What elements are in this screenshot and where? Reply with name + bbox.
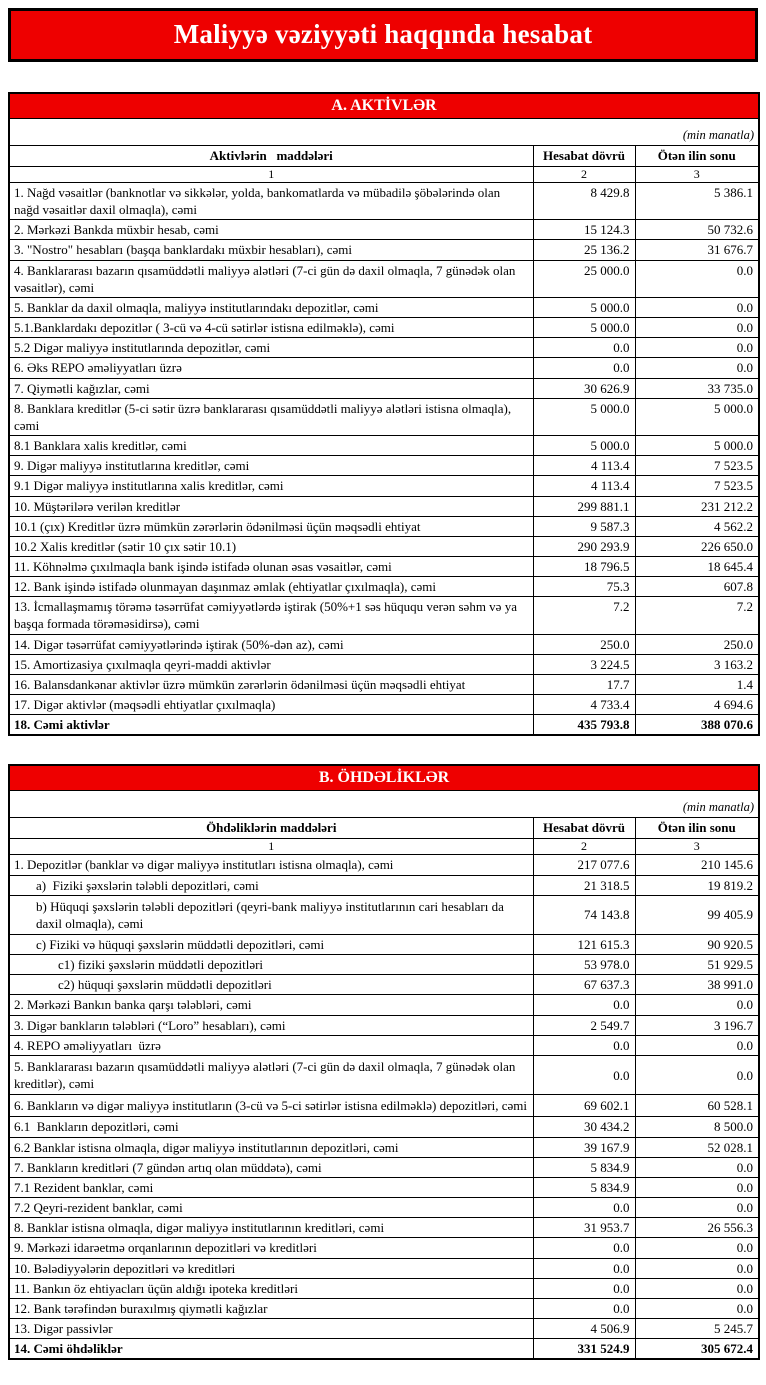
unit-note-row [9,128,759,146]
value-previous-year: 305 672.4 [635,1339,759,1360]
value-current-period: 18 796.5 [533,556,635,576]
row-label: 8. Banklara kreditlər (5-ci sətir üzrə banklararası qısamüddətli maliyyə alətləri istisna olmaqla), cəmi [9,398,533,435]
table-row [9,536,759,556]
column-number: 2 [533,839,635,855]
value-previous-year: 0.0 [635,1177,759,1197]
column-header-row [9,818,759,839]
column-header-row [9,146,759,167]
previous-year-column-header: Ötən ilin sonu [635,818,759,839]
value-previous-year: 99 405.9 [635,895,759,934]
row-label: 2. Mərkəzi Bankda müxbir hesab, cəmi [9,220,533,240]
value-current-period: 5 834.9 [533,1177,635,1197]
value-previous-year: 5 386.1 [635,183,759,220]
row-label: 10.2 Xalis kreditlər (sətir 10 çıx sətir 10.1) [9,536,533,556]
table-row [9,634,759,654]
value-current-period: 121 615.3 [533,935,635,955]
value-previous-year: 60 528.1 [635,1095,759,1117]
table-row [9,1298,759,1318]
table-row [9,955,759,975]
value-previous-year: 5 000.0 [635,398,759,435]
value-current-period: 4 113.4 [533,456,635,476]
row-label: 11. Bankın öz ehtiyacları üçün aldığı ipoteka kreditləri [9,1278,533,1298]
value-current-period: 74 143.8 [533,895,635,934]
value-previous-year: 388 070.6 [635,715,759,736]
table-row [9,995,759,1015]
row-label: 7. Qiymətli kağızlar, cəmi [9,378,533,398]
value-current-period: 331 524.9 [533,1339,635,1360]
value-current-period: 21 318.5 [533,875,635,895]
value-current-period: 25 136.2 [533,240,635,260]
row-label: 3. Digər bankların tələbləri (“Loro” hesabları), cəmi [9,1015,533,1035]
table-row [9,183,759,220]
row-label: 8. Banklar istisna olmaqla, digər maliyyə institutlarının kreditləri, cəmi [9,1218,533,1238]
row-label: c1) fiziki şəxslərin müddətli depozitləri [9,955,533,975]
table-row [9,496,759,516]
table-row [9,855,759,875]
table-row [9,260,759,297]
table-row [9,1177,759,1197]
column-number: 3 [635,839,759,855]
column-number: 1 [9,167,533,183]
value-current-period: 3 224.5 [533,654,635,674]
table-row [9,456,759,476]
spacer-cell [9,119,759,129]
value-previous-year: 50 732.6 [635,220,759,240]
value-current-period: 299 881.1 [533,496,635,516]
table-row [9,577,759,597]
value-current-period: 0.0 [533,1238,635,1258]
table-row [9,1258,759,1278]
value-previous-year: 90 920.5 [635,935,759,955]
row-label: 12. Bank tərəfindən buraxılmış qiymətli kağızlar [9,1298,533,1318]
row-label: 3. "Nostro" hesabları (başqa banklardakı müxbir hesabları), cəmi [9,240,533,260]
value-current-period: 5 000.0 [533,297,635,317]
value-current-period: 435 793.8 [533,715,635,736]
value-previous-year: 18 645.4 [635,556,759,576]
row-label: a) Fiziki şəxslərin tələbli depozitləri, cəmi [9,875,533,895]
value-current-period: 69 602.1 [533,1095,635,1117]
row-label: 17. Digər aktivlər (məqsədli ehtiyatlar çıxılmaqla) [9,695,533,715]
items-column-header: Aktivlərin maddələri [9,146,533,167]
row-label: 16. Balansdankənar aktivlər üzrə mümkün zərərlərin ödənilməsi üçün məqsədli ehtiyat [9,674,533,694]
value-current-period: 9 587.3 [533,516,635,536]
value-previous-year: 38 991.0 [635,975,759,995]
table-row [9,220,759,240]
value-current-period: 39 167.9 [533,1137,635,1157]
assets-table-body [9,183,759,736]
row-label: 9.1 Digər maliyyə institutlarına xalis kreditlər, cəmi [9,476,533,496]
liabilities-table-body [9,855,759,1359]
value-previous-year: 0.0 [635,1278,759,1298]
table-row [9,556,759,576]
table-row [9,398,759,435]
table-row [9,338,759,358]
table-row [9,1157,759,1177]
value-current-period: 0.0 [533,338,635,358]
table-row [9,674,759,694]
table-row [9,597,759,634]
section-header-row [9,93,759,119]
previous-year-column-header: Ötən ilin sonu [635,146,759,167]
row-label: 4. Banklararası bazarın qısamüddətli maliyyə alətləri (7-ci gün də daxil olmaqla, 7 günədək olan vəsaitlər), cəmi [9,260,533,297]
value-previous-year: 0.0 [635,318,759,338]
value-previous-year: 0.0 [635,1035,759,1055]
value-previous-year: 51 929.5 [635,955,759,975]
value-current-period: 53 978.0 [533,955,635,975]
value-previous-year: 52 028.1 [635,1137,759,1157]
value-current-period: 0.0 [533,1198,635,1218]
value-previous-year: 7.2 [635,597,759,634]
table-row [9,1095,759,1117]
table-row [9,1198,759,1218]
value-previous-year: 5 000.0 [635,436,759,456]
value-previous-year: 7 523.5 [635,476,759,496]
liabilities-table-head [9,765,759,855]
value-current-period: 30 626.9 [533,378,635,398]
value-current-period: 75.3 [533,577,635,597]
value-previous-year: 33 735.0 [635,378,759,398]
row-label: 9. Mərkəzi idarəetmə orqanlarının depozitləri və kreditləri [9,1238,533,1258]
value-current-period: 0.0 [533,358,635,378]
items-column-header: Öhdəliklərin maddələri [9,818,533,839]
table-row [9,654,759,674]
table-row [9,1218,759,1238]
table-row [9,358,759,378]
row-label: 12. Bank işində istifadə olunmayan daşınmaz əmlak (ehtiyatlar çıxılmaqla), cəmi [9,577,533,597]
row-label: 10.1 (çıx) Kreditlər üzrə mümkün zərərlərin ödənilməsi üçün məqsədli ehtiyat [9,516,533,536]
column-number: 3 [635,167,759,183]
unit-note: (min manatla) [682,800,754,815]
value-current-period: 2 549.7 [533,1015,635,1035]
table-row [9,476,759,496]
section-header-row [9,765,759,791]
value-previous-year: 0.0 [635,1238,759,1258]
current-period-column-header: Hesabat dövrü [533,818,635,839]
table-row [9,895,759,934]
value-previous-year: 26 556.3 [635,1218,759,1238]
row-label: 6. Əks REPO əməliyyatları üzrə [9,358,533,378]
value-current-period: 17.7 [533,674,635,694]
row-label: 9. Digər maliyyə institutlarına kreditlər, cəmi [9,456,533,476]
value-current-period: 217 077.6 [533,855,635,875]
value-previous-year: 0.0 [635,1258,759,1278]
row-label: 14. Digər təsərrüfat cəmiyyətlərində iştirak (50%-dən az), cəmi [9,634,533,654]
row-label: 6. Bankların və digər maliyyə institutların (3-cü və 5-ci sətirlər istisna edilməklə) depozitləri, cəmi [9,1095,533,1117]
value-current-period: 0.0 [533,995,635,1015]
row-label: 18. Cəmi aktivlər [9,715,533,736]
value-previous-year: 31 676.7 [635,240,759,260]
spacer-row [9,119,759,129]
table-row [9,1137,759,1157]
row-label: 5. Banklar da daxil olmaqla, maliyyə institutlarındakı depozitlər, cəmi [9,297,533,317]
table-row [9,1055,759,1094]
row-label: 1. Nağd vəsaitlər (banknotlar və sikkələr, yolda, bankomatlarda və mübadilə şöbələrində olan nağd vəsaitlər daxil olmaqla), cəmi [9,183,533,220]
table-row [9,695,759,715]
value-previous-year: 4 562.2 [635,516,759,536]
value-previous-year: 19 819.2 [635,875,759,895]
row-label: c2) hüquqi şəxslərin müddətli depozitləri [9,975,533,995]
value-previous-year: 0.0 [635,1298,759,1318]
value-current-period: 290 293.9 [533,536,635,556]
unit-note-row [9,800,759,818]
table-row [9,715,759,736]
value-previous-year: 0.0 [635,297,759,317]
row-label: 5.2 Digər maliyyə institutlarında depozitlər, cəmi [9,338,533,358]
table-row [9,516,759,536]
value-current-period: 0.0 [533,1055,635,1094]
value-current-period: 30 434.2 [533,1117,635,1137]
table-row [9,1035,759,1055]
value-current-period: 0.0 [533,1278,635,1298]
value-previous-year: 0.0 [635,1055,759,1094]
unit-note: (min manatla) [682,128,755,142]
table-row [9,297,759,317]
row-label: 7.1 Rezident banklar, cəmi [9,1177,533,1197]
value-previous-year: 3 163.2 [635,654,759,674]
assets-table [8,92,760,736]
value-current-period: 67 637.3 [533,975,635,995]
row-label: 11. Köhnəlmə çıxılmaqla bank işində istifadə olunan əsas vəsaitlər, cəmi [9,556,533,576]
value-current-period: 5 000.0 [533,318,635,338]
table-row [9,875,759,895]
value-current-period: 7.2 [533,597,635,634]
assets-section-title: A. AKTİVLƏR [9,93,759,119]
row-label: 5. Banklararası bazarın qısamüddətli maliyyə alətləri (7-ci gün də daxil olmaqla, 7 günədək olan kreditlər), cəmi [9,1055,533,1094]
value-previous-year: 5 245.7 [635,1318,759,1338]
value-previous-year: 3 196.7 [635,1015,759,1035]
value-current-period: 25 000.0 [533,260,635,297]
spacer-row [9,791,759,801]
table-row [9,1238,759,1258]
table-row [9,975,759,995]
row-label: 13. Digər passivlər [9,1318,533,1338]
row-label: 6.2 Banklar istisna olmaqla, digər maliyyə institutlarının depozitləri, cəmi [9,1137,533,1157]
value-current-period: 0.0 [533,1258,635,1278]
table-row [9,436,759,456]
value-previous-year: 4 694.6 [635,695,759,715]
row-label: 8.1 Banklara xalis kreditlər, cəmi [9,436,533,456]
value-current-period: 5 000.0 [533,398,635,435]
current-period-column-header: Hesabat dövrü [533,146,635,167]
row-label: 7.2 Qeyri-rezident banklar, cəmi [9,1198,533,1218]
value-current-period: 4 506.9 [533,1318,635,1338]
value-previous-year: 250.0 [635,634,759,654]
table-row [9,1339,759,1360]
value-current-period: 8 429.8 [533,183,635,220]
value-previous-year: 231 212.2 [635,496,759,516]
value-current-period: 5 834.9 [533,1157,635,1177]
value-current-period: 4 113.4 [533,476,635,496]
column-number-row [9,839,759,855]
report-title: Maliyyə vəziyyəti haqqında hesabat [8,8,758,62]
row-label: 6.1 Bankların depozitləri, cəmi [9,1117,533,1137]
value-current-period: 31 953.7 [533,1218,635,1238]
value-previous-year: 0.0 [635,995,759,1015]
value-previous-year: 607.8 [635,577,759,597]
row-label: 10. Müştərilərə verilən kreditlər [9,496,533,516]
liabilities-table [8,764,760,1360]
value-current-period: 250.0 [533,634,635,654]
value-current-period: 5 000.0 [533,436,635,456]
column-number: 1 [9,839,533,855]
table-row [9,1117,759,1137]
value-previous-year: 0.0 [635,338,759,358]
value-previous-year: 0.0 [635,1157,759,1177]
table-row [9,935,759,955]
assets-table-head [9,93,759,183]
value-current-period: 15 124.3 [533,220,635,240]
value-current-period: 0.0 [533,1035,635,1055]
value-previous-year: 0.0 [635,260,759,297]
row-label: 15. Amortizasiya çıxılmaqla qeyri-maddi aktivlər [9,654,533,674]
table-row [9,318,759,338]
value-previous-year: 226 650.0 [635,536,759,556]
value-current-period: 4 733.4 [533,695,635,715]
value-previous-year: 0.0 [635,1198,759,1218]
column-number: 2 [533,167,635,183]
table-row [9,378,759,398]
value-previous-year: 0.0 [635,358,759,378]
spacer-cell [9,791,759,801]
value-previous-year: 210 145.6 [635,855,759,875]
row-label: 7. Bankların kreditləri (7 gündən artıq olan müddətə), cəmi [9,1157,533,1177]
row-label: 5.1.Banklardakı depozitlər ( 3-cü və 4-cü sətirlər istisna edilməklə), cəmi [9,318,533,338]
row-label: 1. Depozitlər (banklar və digər maliyyə institutları istisna olmaqla), cəmi [9,855,533,875]
row-label: 2. Mərkəzi Bankın banka qarşı tələbləri, cəmi [9,995,533,1015]
table-row [9,1015,759,1035]
row-label: 13. İcmallaşmamış törəmə təsərrüfat cəmiyyətlərdə iştirak (50%+1 səs hüququ verən səhm və ya başqa formada törəməsidirsə), cəmi [9,597,533,634]
row-label: 4. REPO əməliyyatları üzrə [9,1035,533,1055]
table-row [9,1278,759,1298]
value-current-period: 0.0 [533,1298,635,1318]
table-row [9,1318,759,1338]
row-label: 10. Bələdiyyələrin depozitləri və kreditləri [9,1258,533,1278]
row-label: b) Hüquqi şəxslərin tələbli depozitləri (qeyri-bank maliyyə institutlarının cari hesabları da daxil olmaqla), cəmi [9,895,533,934]
column-number-row [9,167,759,183]
value-previous-year: 8 500.0 [635,1117,759,1137]
row-label: 14. Cəmi öhdəliklər [9,1339,533,1360]
row-label: c) Fiziki və hüquqi şəxslərin müddətli depozitləri, cəmi [9,935,533,955]
table-row [9,240,759,260]
value-previous-year: 7 523.5 [635,456,759,476]
value-previous-year: 1.4 [635,674,759,694]
liabilities-section-title: B. ÖHDƏLİKLƏR [9,765,759,791]
